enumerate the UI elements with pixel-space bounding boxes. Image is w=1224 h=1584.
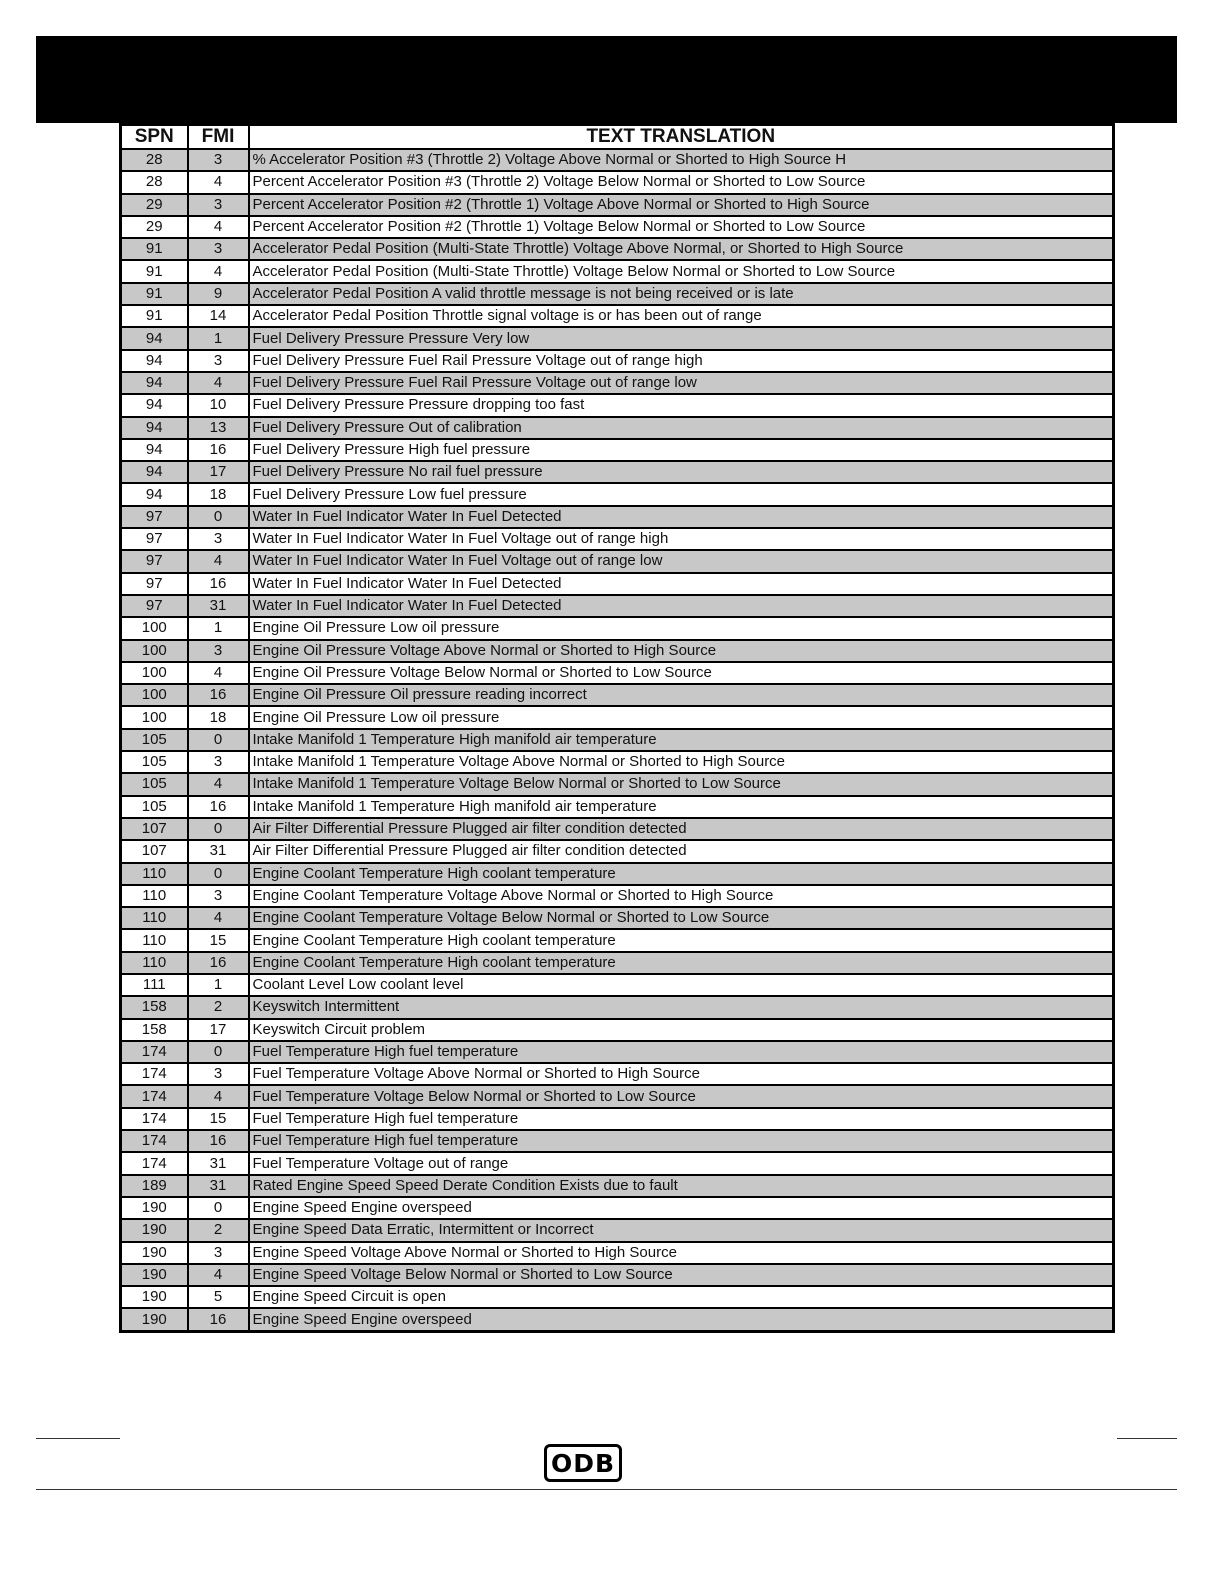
table-row [121,885,1114,907]
fmi-cell: 9 [188,283,249,305]
fmi-cell: 16 [188,1130,249,1152]
table-row [121,863,1114,885]
table-row [121,907,1114,929]
fmi-cell: 3 [188,751,249,773]
spn-cell: 110 [121,885,188,907]
spn-cell: 94 [121,439,188,461]
table-row [121,1085,1114,1107]
fmi-cell: 15 [188,1108,249,1130]
spn-cell: 107 [121,818,188,840]
table-row [121,238,1114,260]
table-row [121,595,1114,617]
table-row [121,1130,1114,1152]
table-row [121,216,1114,238]
translation-cell: Engine Speed Engine overspeed [249,1197,1114,1219]
spn-cell: 105 [121,729,188,751]
table-row [121,327,1114,349]
translation-cell: Fuel Delivery Pressure Low fuel pressure [249,483,1114,505]
translation-cell: % Accelerator Position #3 (Throttle 2) Voltage Above Normal or Shorted to High Source H [249,149,1114,171]
header-fmi: FMI [188,125,249,150]
translation-cell: Keyswitch Intermittent [249,996,1114,1018]
translation-cell: Fuel Delivery Pressure High fuel pressure [249,439,1114,461]
spn-cell: 91 [121,305,188,327]
table-row [121,1108,1114,1130]
fmi-cell: 0 [188,863,249,885]
spn-cell: 94 [121,327,188,349]
spn-cell: 97 [121,573,188,595]
fmi-cell: 1 [188,327,249,349]
spn-cell: 94 [121,461,188,483]
fmi-cell: 1 [188,617,249,639]
footer-rule-right [1117,1438,1177,1439]
table-row [121,171,1114,193]
translation-cell: Fuel Temperature High fuel temperature [249,1130,1114,1152]
odb-logo: ODB [544,1444,622,1482]
spn-cell: 110 [121,929,188,951]
translation-cell: Engine Coolant Temperature High coolant temperature [249,929,1114,951]
table-row [121,952,1114,974]
fmi-cell: 17 [188,1019,249,1041]
fmi-cell: 4 [188,773,249,795]
spn-cell: 174 [121,1130,188,1152]
fmi-cell: 4 [188,260,249,282]
spn-cell: 97 [121,506,188,528]
table-row [121,550,1114,572]
spn-cell: 190 [121,1286,188,1308]
spn-cell: 190 [121,1308,188,1331]
fmi-cell: 14 [188,305,249,327]
fmi-cell: 3 [188,885,249,907]
fmi-cell: 1 [188,974,249,996]
fmi-cell: 31 [188,595,249,617]
translation-cell: Fuel Temperature Voltage out of range [249,1152,1114,1174]
spn-cell: 94 [121,394,188,416]
table-row [121,684,1114,706]
fmi-cell: 3 [188,238,249,260]
table-row [121,1286,1114,1308]
fmi-cell: 4 [188,1085,249,1107]
fmi-cell: 4 [188,171,249,193]
fmi-cell: 16 [188,684,249,706]
table-row [121,283,1114,305]
translation-cell: Water In Fuel Indicator Water In Fuel Detected [249,595,1114,617]
fmi-cell: 31 [188,1175,249,1197]
translation-cell: Fuel Temperature High fuel temperature [249,1041,1114,1063]
table-row [121,394,1114,416]
translation-cell: Engine Speed Voltage Below Normal or Shorted to Low Source [249,1264,1114,1286]
spn-cell: 91 [121,260,188,282]
translation-cell: Keyswitch Circuit problem [249,1019,1114,1041]
spn-cell: 91 [121,283,188,305]
spn-cell: 94 [121,372,188,394]
table-row [121,1175,1114,1197]
table-header-row [121,125,1114,150]
translation-cell: Accelerator Pedal Position (Multi-State Throttle) Voltage Below Normal or Shorted to Low Source [249,260,1114,282]
spn-cell: 97 [121,528,188,550]
table-row [121,506,1114,528]
spn-cell: 110 [121,863,188,885]
spn-cell: 100 [121,662,188,684]
fmi-cell: 16 [188,1308,249,1331]
fmi-cell: 0 [188,818,249,840]
header-text-translation: TEXT TRANSLATION [249,125,1114,150]
translation-cell: Fuel Delivery Pressure Pressure Very low [249,327,1114,349]
spn-cell: 94 [121,483,188,505]
table-row [121,662,1114,684]
fault-code-table [119,123,1115,1333]
translation-cell: Engine Oil Pressure Low oil pressure [249,617,1114,639]
translation-cell: Engine Speed Engine overspeed [249,1308,1114,1331]
fmi-cell: 4 [188,550,249,572]
fmi-cell: 5 [188,1286,249,1308]
fmi-cell: 16 [188,439,249,461]
table-row [121,617,1114,639]
header-spn: SPN [121,125,188,150]
spn-cell: 28 [121,171,188,193]
translation-cell: Engine Oil Pressure Oil pressure reading incorrect [249,684,1114,706]
translation-cell: Accelerator Pedal Position Throttle signal voltage is or has been out of range [249,305,1114,327]
fmi-cell: 0 [188,506,249,528]
fmi-cell: 18 [188,706,249,728]
spn-cell: 174 [121,1108,188,1130]
table-row [121,1308,1114,1331]
table-row [121,1197,1114,1219]
translation-cell: Engine Speed Circuit is open [249,1286,1114,1308]
fmi-cell: 31 [188,840,249,862]
translation-cell: Engine Coolant Temperature Voltage Above Normal or Shorted to High Source [249,885,1114,907]
table-row [121,1264,1114,1286]
fmi-cell: 0 [188,1041,249,1063]
table-row [121,1152,1114,1174]
table-row [121,796,1114,818]
spn-cell: 190 [121,1242,188,1264]
fmi-cell: 4 [188,907,249,929]
table-row [121,1242,1114,1264]
translation-cell: Fuel Temperature Voltage Below Normal or Shorted to Low Source [249,1085,1114,1107]
spn-cell: 110 [121,907,188,929]
table-row [121,305,1114,327]
table-row [121,260,1114,282]
translation-cell: Accelerator Pedal Position (Multi-State Throttle) Voltage Above Normal, or Shorted to High Source [249,238,1114,260]
translation-cell: Engine Speed Voltage Above Normal or Shorted to High Source [249,1242,1114,1264]
fmi-cell: 4 [188,1264,249,1286]
spn-cell: 174 [121,1152,188,1174]
fmi-cell: 3 [188,1242,249,1264]
translation-cell: Percent Accelerator Position #3 (Throttle 2) Voltage Below Normal or Shorted to Low Source [249,171,1114,193]
fmi-cell: 16 [188,796,249,818]
fmi-cell: 3 [188,194,249,216]
fmi-cell: 16 [188,573,249,595]
fmi-cell: 15 [188,929,249,951]
table-row [121,528,1114,550]
table-row [121,996,1114,1018]
spn-cell: 111 [121,974,188,996]
translation-cell: Fuel Temperature Voltage Above Normal or Shorted to High Source [249,1063,1114,1085]
fmi-cell: 3 [188,149,249,171]
fmi-cell: 3 [188,528,249,550]
spn-cell: 190 [121,1264,188,1286]
fmi-cell: 2 [188,1219,249,1241]
translation-cell: Engine Coolant Temperature High coolant temperature [249,863,1114,885]
fmi-cell: 13 [188,417,249,439]
table-row [121,840,1114,862]
spn-cell: 190 [121,1219,188,1241]
table-row [121,194,1114,216]
table-row [121,751,1114,773]
spn-cell: 174 [121,1085,188,1107]
spn-cell: 29 [121,194,188,216]
spn-cell: 158 [121,1019,188,1041]
fmi-cell: 3 [188,640,249,662]
table-row [121,640,1114,662]
translation-cell: Water In Fuel Indicator Water In Fuel Voltage out of range high [249,528,1114,550]
translation-cell: Engine Oil Pressure Voltage Below Normal or Shorted to Low Source [249,662,1114,684]
table-row [121,974,1114,996]
translation-cell: Fuel Delivery Pressure Out of calibration [249,417,1114,439]
table-row [121,461,1114,483]
translation-cell: Water In Fuel Indicator Water In Fuel Detected [249,506,1114,528]
table-row [121,729,1114,751]
fmi-cell: 31 [188,1152,249,1174]
translation-cell: Rated Engine Speed Speed Derate Condition Exists due to fault [249,1175,1114,1197]
translation-cell: Engine Coolant Temperature High coolant temperature [249,952,1114,974]
translation-cell: Air Filter Differential Pressure Plugged air filter condition detected [249,840,1114,862]
fmi-cell: 10 [188,394,249,416]
fmi-cell: 2 [188,996,249,1018]
translation-cell: Coolant Level Low coolant level [249,974,1114,996]
spn-cell: 174 [121,1063,188,1085]
spn-cell: 94 [121,350,188,372]
spn-cell: 100 [121,684,188,706]
spn-cell: 97 [121,550,188,572]
translation-cell: Engine Speed Data Erratic, Intermittent or Incorrect [249,1219,1114,1241]
translation-cell: Fuel Delivery Pressure No rail fuel pressure [249,461,1114,483]
table-row [121,372,1114,394]
table-row [121,149,1114,171]
table-row [121,483,1114,505]
spn-cell: 189 [121,1175,188,1197]
table-row [121,439,1114,461]
translation-cell: Engine Coolant Temperature Voltage Below Normal or Shorted to Low Source [249,907,1114,929]
table-row [121,1041,1114,1063]
table-row [121,706,1114,728]
spn-cell: 190 [121,1197,188,1219]
spn-cell: 97 [121,595,188,617]
translation-cell: Intake Manifold 1 Temperature Voltage Above Normal or Shorted to High Source [249,751,1114,773]
table-row [121,573,1114,595]
table-row [121,929,1114,951]
spn-cell: 100 [121,706,188,728]
fmi-cell: 17 [188,461,249,483]
table-row [121,773,1114,795]
table-row [121,818,1114,840]
footer-rule-bottom [36,1489,1177,1490]
table-row [121,1019,1114,1041]
spn-cell: 105 [121,796,188,818]
spn-cell: 91 [121,238,188,260]
translation-cell: Fuel Delivery Pressure Fuel Rail Pressure Voltage out of range low [249,372,1114,394]
table-row [121,417,1114,439]
fmi-cell: 18 [188,483,249,505]
translation-cell: Fuel Delivery Pressure Fuel Rail Pressure Voltage out of range high [249,350,1114,372]
fmi-cell: 4 [188,372,249,394]
fmi-cell: 3 [188,1063,249,1085]
spn-cell: 110 [121,952,188,974]
fmi-cell: 16 [188,952,249,974]
translation-cell: Air Filter Differential Pressure Plugged air filter condition detected [249,818,1114,840]
footer-rule-left [36,1438,120,1439]
spn-cell: 28 [121,149,188,171]
spn-cell: 158 [121,996,188,1018]
table-row [121,1063,1114,1085]
spn-cell: 174 [121,1041,188,1063]
spn-cell: 105 [121,751,188,773]
spn-cell: 94 [121,417,188,439]
translation-cell: Engine Oil Pressure Low oil pressure [249,706,1114,728]
fmi-cell: 3 [188,350,249,372]
top-banner [36,36,1177,123]
translation-cell: Water In Fuel Indicator Water In Fuel Detected [249,573,1114,595]
translation-cell: Percent Accelerator Position #2 (Throttle 1) Voltage Below Normal or Shorted to Low Source [249,216,1114,238]
fmi-cell: 4 [188,662,249,684]
translation-cell: Percent Accelerator Position #2 (Throttle 1) Voltage Above Normal or Shorted to High Source [249,194,1114,216]
table-row [121,350,1114,372]
spn-cell: 105 [121,773,188,795]
translation-cell: Intake Manifold 1 Temperature High manifold air temperature [249,729,1114,751]
translation-cell: Engine Oil Pressure Voltage Above Normal or Shorted to High Source [249,640,1114,662]
translation-cell: Fuel Delivery Pressure Pressure dropping too fast [249,394,1114,416]
fmi-cell: 0 [188,1197,249,1219]
spn-cell: 100 [121,617,188,639]
translation-cell: Fuel Temperature High fuel temperature [249,1108,1114,1130]
translation-cell: Water In Fuel Indicator Water In Fuel Voltage out of range low [249,550,1114,572]
spn-cell: 29 [121,216,188,238]
translation-cell: Intake Manifold 1 Temperature Voltage Below Normal or Shorted to Low Source [249,773,1114,795]
translation-cell: Intake Manifold 1 Temperature High manifold air temperature [249,796,1114,818]
spn-cell: 100 [121,640,188,662]
fmi-cell: 4 [188,216,249,238]
translation-cell: Accelerator Pedal Position A valid throttle message is not being received or is late [249,283,1114,305]
table-row [121,1219,1114,1241]
fmi-cell: 0 [188,729,249,751]
spn-cell: 107 [121,840,188,862]
